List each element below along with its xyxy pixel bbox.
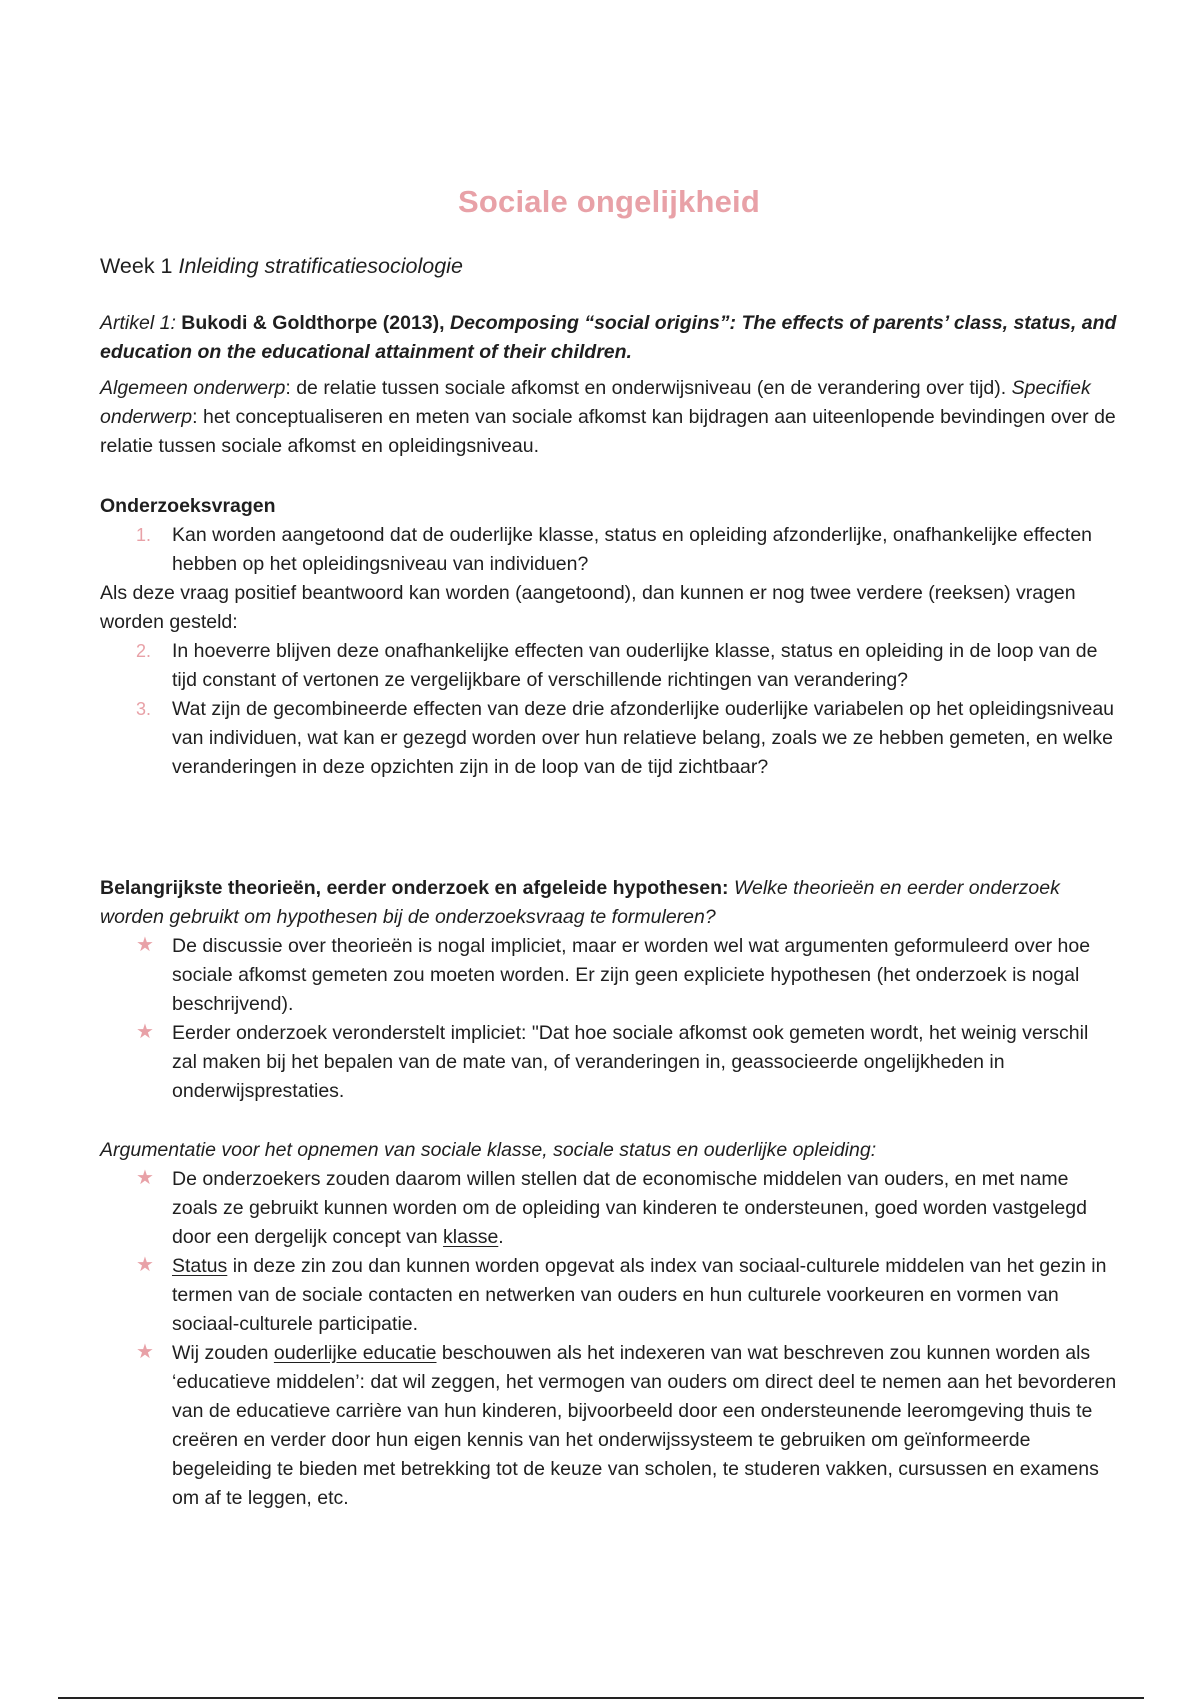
week-subject: Inleiding stratificatiesociologie [178, 254, 463, 278]
article-citation [100, 309, 1118, 367]
bullet-text: in deze zin zou dan kunnen worden opgevat als index van sociaal-culturele middelen van het gezin in termen van de sociale contacten en netwerken van ouders en hun culturele voorkeuren en vormen van sociaal-culturele participatie. [172, 1255, 1107, 1335]
argumentation-list [100, 1165, 1118, 1513]
research-questions-list-1 [100, 521, 1118, 579]
research-question-1 [100, 521, 1118, 579]
bullet-text: beschouwen als het indexeren van wat beschreven zou kunnen worden als ‘educatieve middelen’: dat wil zeggen, het vermogen van ouders om direct deel te nemen aan het bevorderen van de educatieve carrière van hun kinderen, bijvoorbeeld door een ondersteunende leeromgeving thuis te creëren en verder door hun eigen kennis van het onderwijssysteem te gebruiken om geïnformeerde begeleiding te bieden met betrekking tot de keuze van scholen, te studeren vakken, cursussen en examens om af te leggen, etc. [172, 1342, 1117, 1509]
term-klasse: klasse [443, 1226, 499, 1248]
research-question-text: In hoeverre blijven deze onafhankelijke effecten van ouderlijke klasse, status en opleiding in de loop van de tijd constant of vertonen ze vergelijkbare of verschillende richtingen van verandering? [172, 640, 1098, 691]
bullet-text: De onderzoekers zouden daarom willen stellen dat de economische middelen van ouders, en met name zoals ze gebruikt kunnen worden om de opleiding van kinderen te ondersteunen, goed worden vastgelegd door een dergelijk concept van [172, 1168, 1087, 1248]
general-topic-label: Algemeen onderwerp [100, 377, 286, 399]
list-number: 3. [136, 699, 152, 719]
argumentation-bullet-3 [100, 1339, 1118, 1513]
star-icon: ★ [136, 934, 154, 956]
bottom-rule [58, 1697, 1144, 1699]
theories-heading-line [100, 874, 1118, 932]
theories-question: Welke theorieën en eerder onderzoek worden gebruikt om hypothesen bij de onderzoeksvraag te formuleren? [100, 877, 1060, 928]
research-questions-section [100, 492, 1118, 782]
argumentation-section [100, 1136, 1118, 1513]
bullet-text-start: Wij zouden [172, 1342, 274, 1364]
research-questions-list-2 [100, 637, 1118, 782]
list-number: 1. [136, 525, 152, 545]
research-question-3 [100, 695, 1118, 782]
theories-bullet-1 [100, 932, 1118, 1019]
bullet-text: Eerder onderzoek veronderstelt impliciet: "Dat hoe sociale afkomst ook gemeten wordt, het weinig verschil zal maken bij het bepalen van de mate van, of veranderingen in, geassocieerde ongelijkheden in onderwijsprestaties. [172, 1022, 1089, 1102]
topics-paragraph [100, 374, 1118, 461]
research-question-2 [100, 637, 1118, 695]
week-label: Week 1 [100, 254, 173, 278]
term-status: Status [172, 1255, 228, 1277]
week-heading [100, 252, 463, 280]
star-icon: ★ [136, 1021, 154, 1043]
term-ouderlijke-educatie: ouderlijke educatie [273, 1342, 437, 1364]
theories-bullet-2 [100, 1019, 1118, 1106]
research-question-text: Wat zijn de gecombineerde effecten van deze drie afzonderlijke ouderlijke variabelen op het opleidingsniveau van individuen, wat kan er gezegd worden over hun relatieve belang, zoals we ze hebben gemeten, en welke veranderingen in deze opzichten zijn in de loop van de tijd zichtbaar? [172, 698, 1115, 778]
argumentation-heading: Argumentatie voor het opnemen van sociale klasse, sociale status en ouderlijke opleiding: [100, 1139, 877, 1161]
general-topic-text: : de relatie tussen sociale afkomst en onderwijsniveau (en de verandering over tijd). [285, 377, 1012, 399]
argumentation-bullet-2 [100, 1252, 1118, 1339]
article-authors: Bukodi & Goldthorpe (2013), [181, 312, 445, 334]
specific-topic-label: Specifiek onderwerp [100, 377, 1091, 428]
research-questions-heading: Onderzoeksvragen [100, 495, 276, 517]
star-icon: ★ [136, 1341, 154, 1363]
bullet-text-end: . [498, 1226, 504, 1248]
intermediate-text: Als deze vraag positief beantwoord kan worden (aangetoond), dan kunnen er nog twee verdere (reeksen) vragen worden gesteld: [100, 582, 1076, 633]
specific-topic-text: : het conceptualiseren en meten van sociale afkomst kan bijdragen aan uiteenlopende bevindingen over de relatie tussen sociale afkomst en opleidingsniveau. [100, 406, 1116, 457]
research-question-text: Kan worden aangetoond dat de ouderlijke klasse, status en opleiding afzonderlijke, onafhankelijke effecten hebben op het opleidingsniveau van individuen? [172, 524, 1093, 575]
star-icon: ★ [136, 1254, 154, 1276]
article-title: Decomposing “social origins”: The effects of parents’ class, status, and education on the educational attainment of their children. [100, 312, 1117, 363]
list-number: 2. [136, 641, 152, 661]
theories-heading: Belangrijkste theorieën, eerder onderzoek en afgeleide hypothesen: [100, 877, 729, 899]
document-title: Sociale ongelijkheid [457, 184, 761, 219]
theories-list [100, 932, 1118, 1106]
argumentation-bullet-1 [100, 1165, 1118, 1252]
star-icon: ★ [136, 1167, 154, 1189]
theories-section [100, 874, 1118, 1106]
article-prefix: Artikel 1: [100, 312, 176, 334]
bullet-text: De discussie over theorieën is nogal impliciet, maar er worden wel wat argumenten geformuleerd over hoe sociale afkomst gemeten zou moeten worden. Er zijn geen expliciete hypothesen (het onderzoek is nogal beschrijvend). [172, 935, 1091, 1015]
